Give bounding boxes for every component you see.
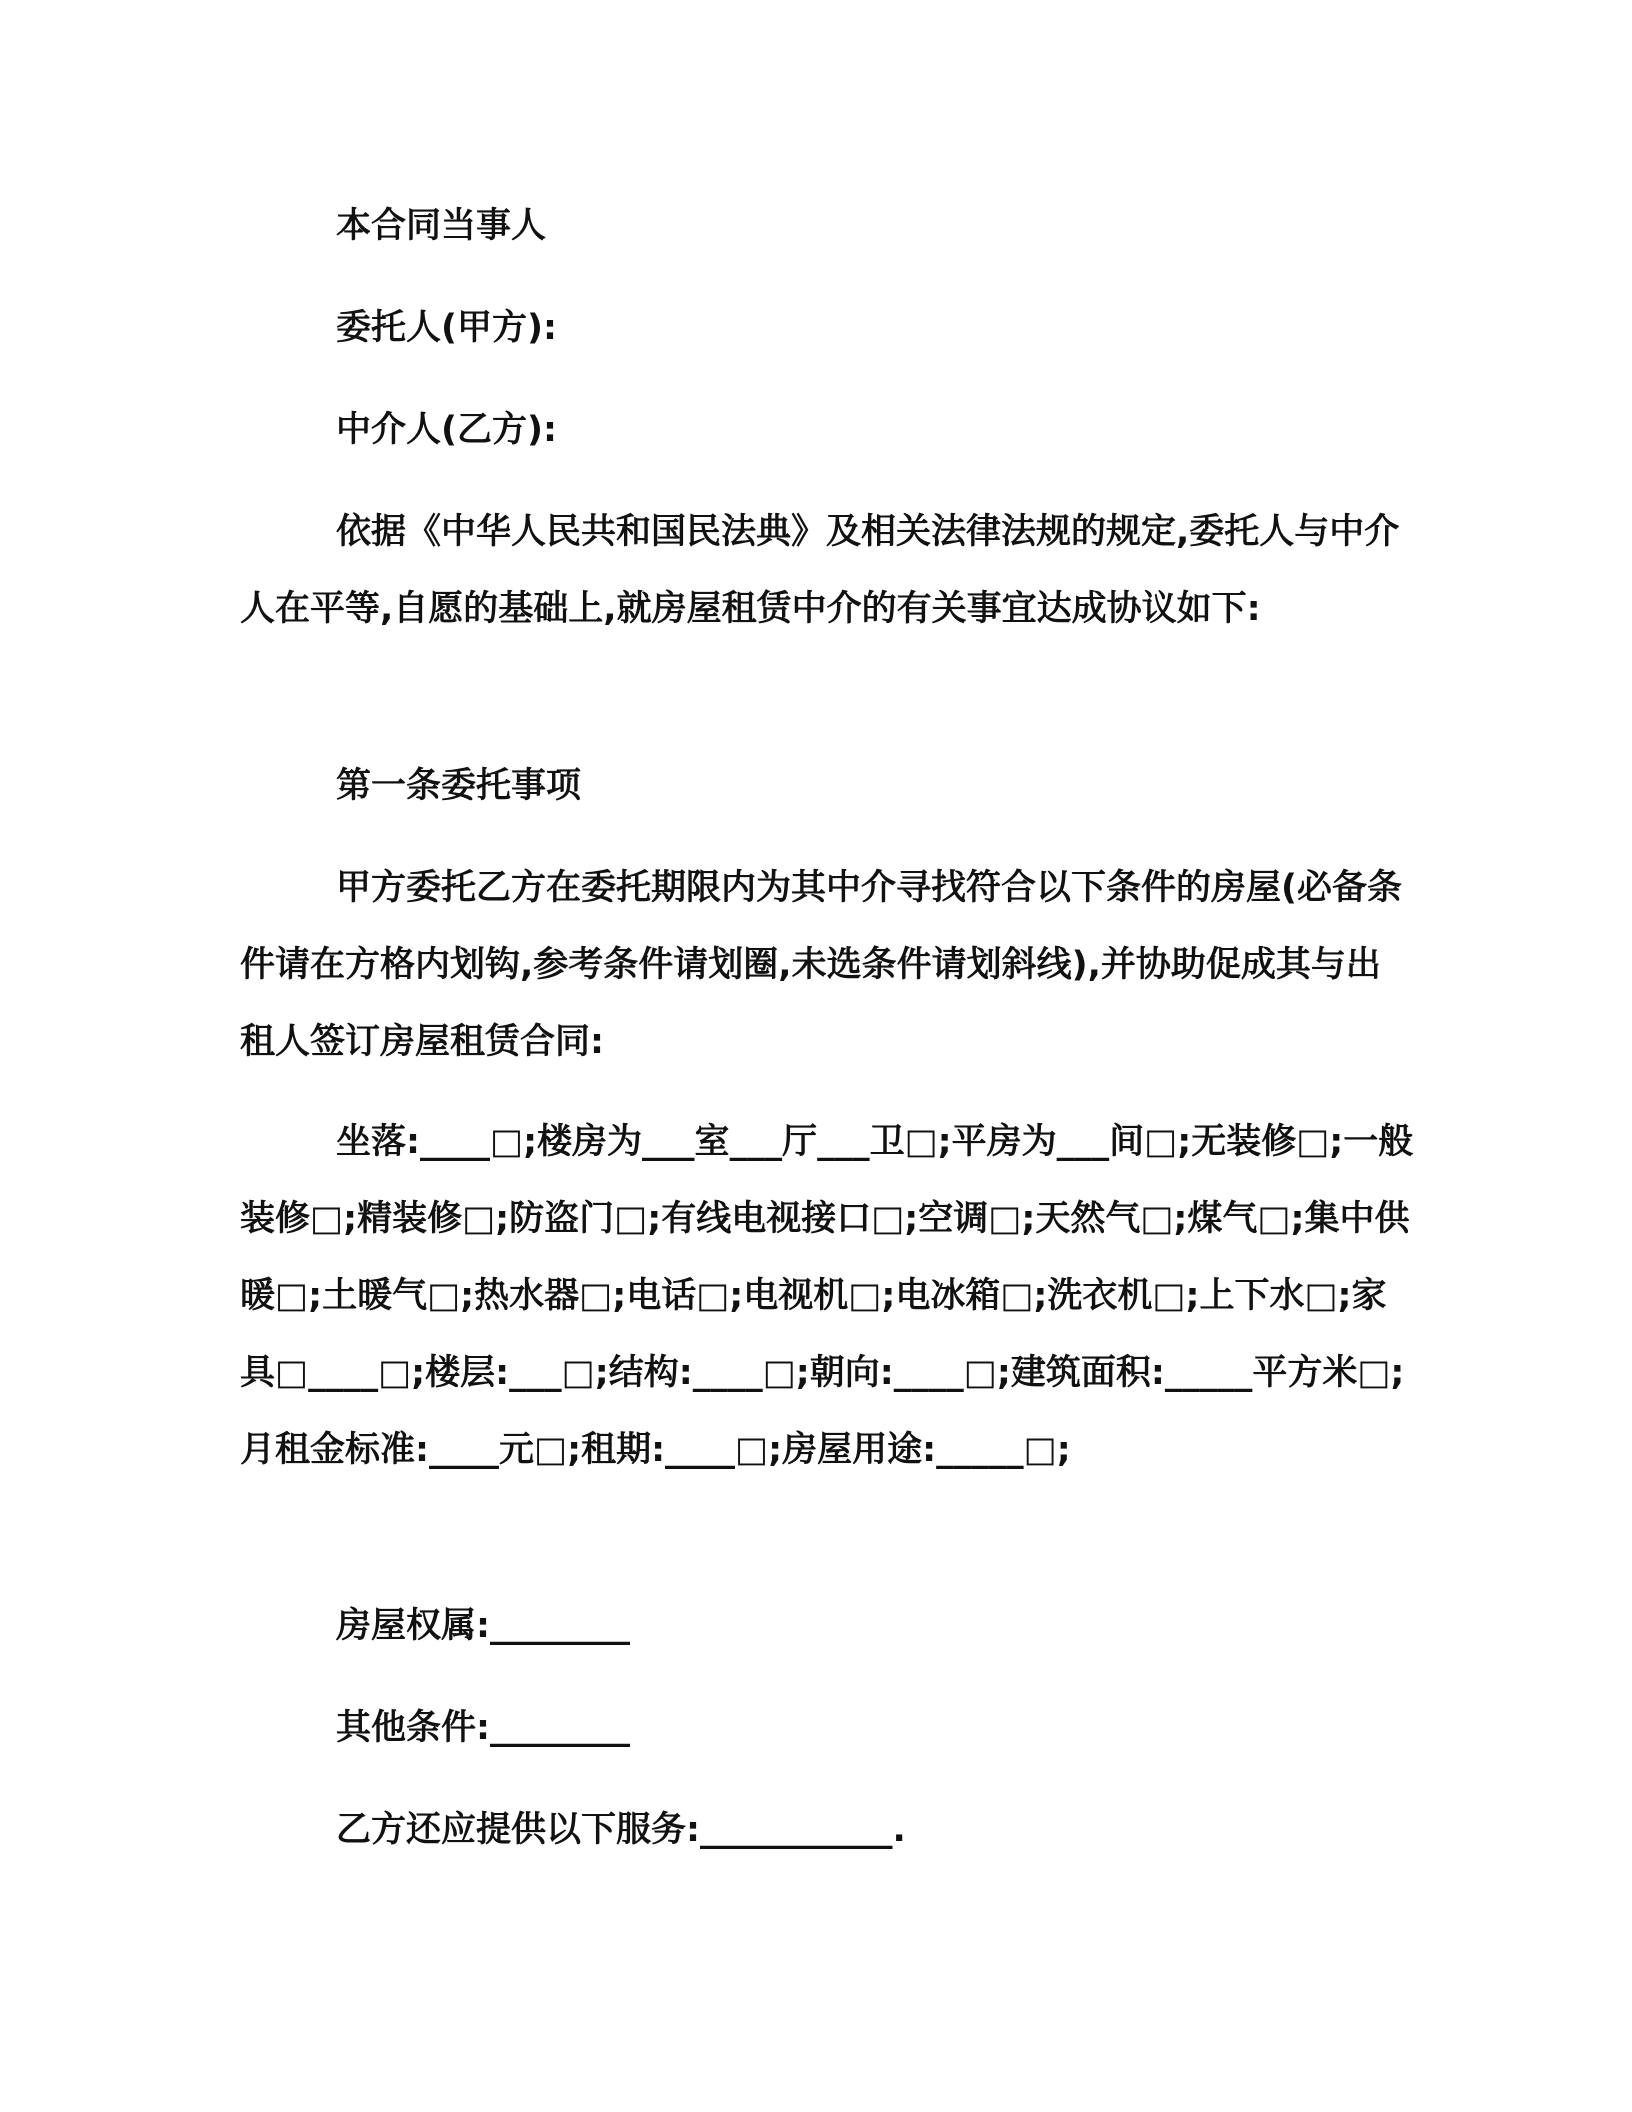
services-line: 乙方还应提供以下服务:___________. [336,1810,906,1850]
principal-line: 委托人(甲方): [336,308,557,348]
other-conditions-line: 其他条件:________ [336,1708,630,1748]
preamble-paragraph: 依据《中华人民共和国民法典》及相关法律法规的规定,委托人与中介人在平等,自愿的基础上,就房屋租赁中介的有关事宜达成协议如下: [240,512,1400,629]
article-one-heading: 第一条委托事项 [336,766,582,806]
housing-conditions-paragraph: 坐落:____□;楼房为___室___厅___卫□;平房为___间□;无装修□;一般装修□;精装修□;防盗门□;有线电视接口□;空调□;天然气□;煤气□;集中供暖□;土暖气□;热水器□;电话□;电视机□;电冰箱□;洗衣机□;上下水□;家具□____□;楼层:___□;结构:____□;朝向:____□;建筑面积:_____平方米□;月租金标准:____元□;租期:____□;房屋用途:_____□; [240,1122,1414,1470]
intermediary-line: 中介人(乙方): [336,410,557,450]
parties-heading: 本合同当事人 [336,206,547,246]
commission-paragraph: 甲方委托乙方在委托期限内为其中介寻找符合以下条件的房屋(必备条件请在方格内划钩,参考条件请划圈,未选条件请划斜线),并协助促成其与出租人签订房屋租赁合同: [240,868,1402,1062]
ownership-line: 房屋权属:________ [336,1606,630,1646]
